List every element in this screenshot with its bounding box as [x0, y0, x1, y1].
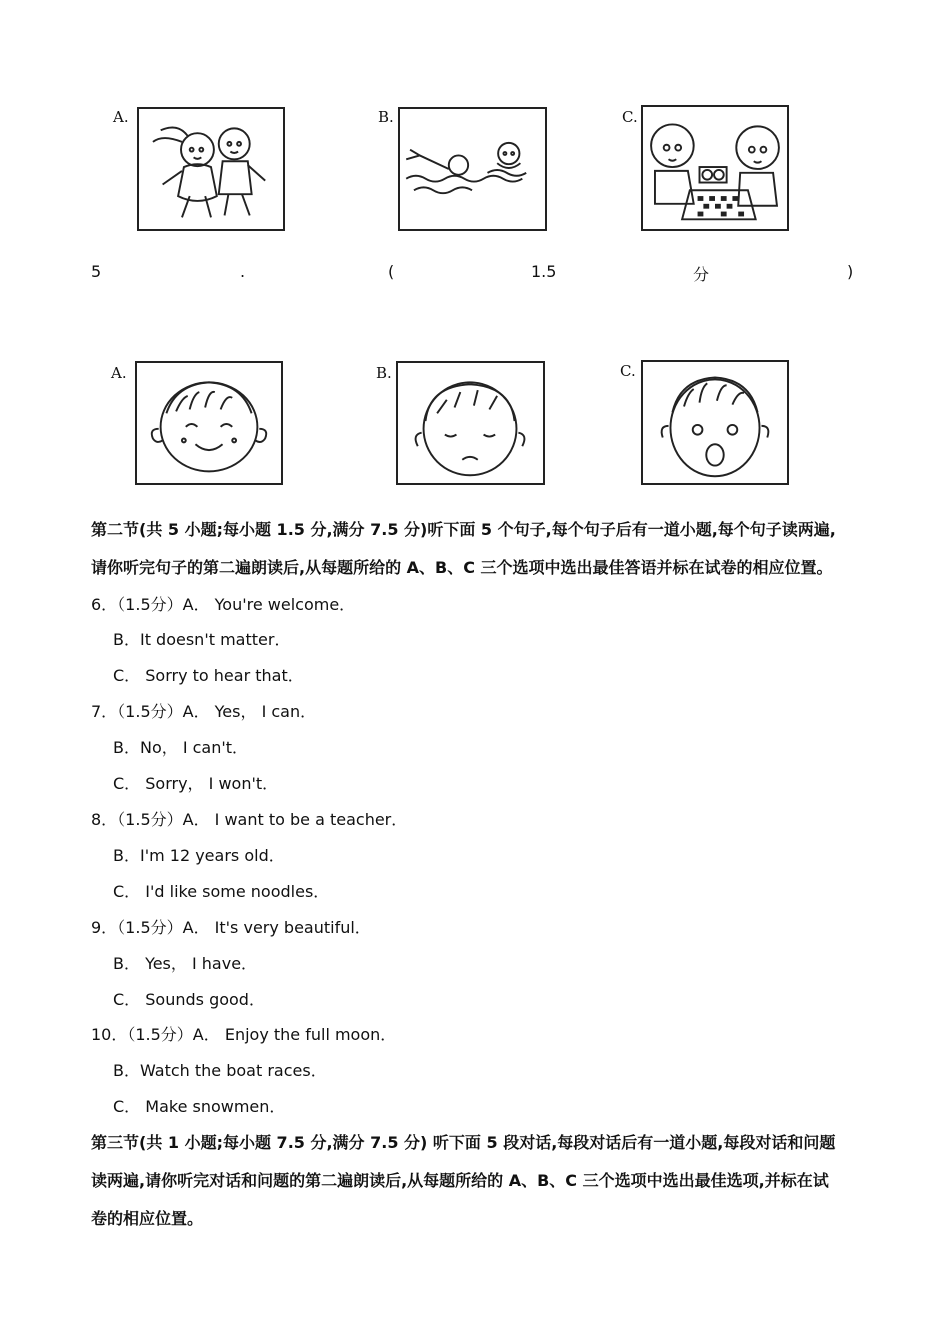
question-6-option-c[interactable]: C． Sorry to hear that． [113, 666, 304, 685]
question-6-option-b[interactable]: B．It doesn't matter． [113, 630, 291, 649]
q5-score-unit: 分 [693, 265, 710, 284]
swimming-kids-icon [400, 109, 545, 229]
question-7-stem: 7．（1.5分）A． Yes， I can． [91, 702, 317, 721]
question-8-stem: 8．（1.5分）A． I want to be a teacher． [91, 810, 408, 829]
q5-dot: . [240, 262, 246, 281]
question-9-option-b[interactable]: B． Yes， I have． [113, 954, 258, 973]
running-kids-icon [139, 109, 283, 229]
happy-face-picture[interactable] [135, 361, 283, 485]
swimming-kids-picture[interactable] [398, 107, 547, 231]
chess-kids-icon [643, 107, 787, 229]
section3-heading-line3: 卷的相应位置。 [91, 1209, 204, 1228]
question-10-option-b[interactable]: B．Watch the boat races． [113, 1061, 327, 1080]
option-label-b: B. [378, 108, 394, 126]
question-9-stem: 9．（1.5分）A． It's very beautiful． [91, 918, 371, 937]
q5-score: 1.5 [531, 262, 557, 281]
section3-heading-line2: 读两遍,请你听完对话和问题的第二遍朗读后,从每题所给的 A、B、C 三个选项中选出最佳选项,并标在试 [91, 1171, 829, 1190]
chess-kids-picture[interactable] [641, 105, 789, 231]
surprised-face-icon [643, 362, 787, 483]
happy-face-icon [137, 363, 281, 483]
sad-face-icon [398, 363, 543, 483]
q5-number: 5 [91, 262, 102, 281]
option-label-c: C. [620, 362, 636, 380]
section2-heading-line2: 请你听完句子的第二遍朗读后,从每题所给的 A、B、C 三个选项中选出最佳答语并标在试卷的相应位置。 [91, 558, 833, 577]
running-kids-picture[interactable] [137, 107, 285, 231]
question-7-option-c[interactable]: C． Sorry， I won't． [113, 774, 279, 793]
option-label-a: A. [113, 108, 129, 126]
q5-close-paren: ) [847, 262, 854, 281]
surprised-face-picture[interactable] [641, 360, 789, 485]
option-label-c: C. [622, 108, 638, 126]
question-9-option-c[interactable]: C． Sounds good． [113, 990, 265, 1009]
section3-heading-line1: 第三节(共 1 小题;每小题 7.5 分,满分 7.5 分) 听下面 5 段对话,每段对话后有一道小题,每段对话和问题 [91, 1133, 836, 1152]
question-7-option-b[interactable]: B．No， I can't． [113, 738, 249, 757]
q5-open-paren: ( [388, 262, 395, 281]
question-6-stem: 6．（1.5分）A． You're welcome． [91, 595, 356, 614]
section2-heading-line1: 第二节(共 5 小题;每小题 1.5 分,满分 7.5 分)听下面 5 个句子,每个句子后有一道小题,每个句子读两遍, [91, 520, 836, 539]
sad-face-picture[interactable] [396, 361, 545, 485]
option-label-b: B. [376, 364, 392, 382]
question-8-option-b[interactable]: B．I'm 12 years old． [113, 846, 285, 865]
question-10-option-c[interactable]: C． Make snowmen． [113, 1097, 286, 1116]
question-8-option-c[interactable]: C． I'd like some noodles． [113, 882, 330, 901]
question-10-stem: 10．（1.5分）A． Enjoy the full moon． [91, 1025, 397, 1044]
option-label-a: A. [111, 364, 127, 382]
